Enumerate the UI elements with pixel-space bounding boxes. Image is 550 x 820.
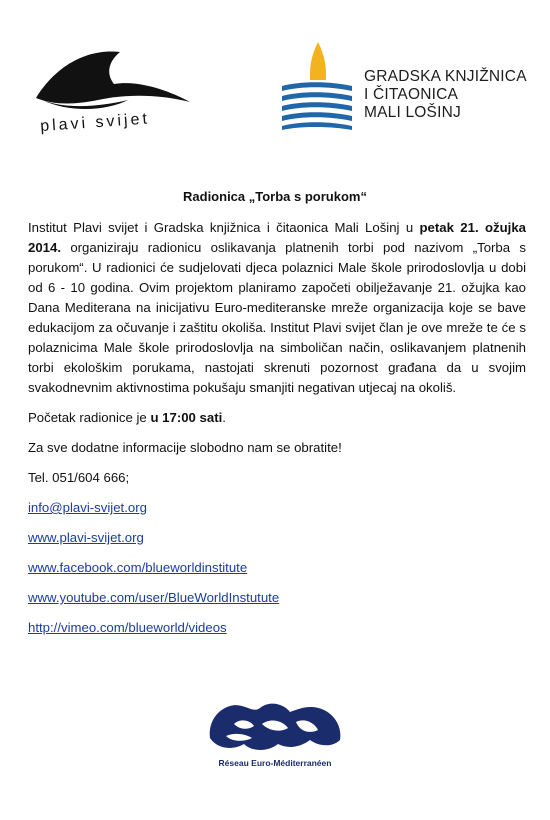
reseau-logo — [200, 694, 350, 776]
library-line-2: I ČITAONICA — [364, 86, 459, 103]
library-line-1: GRADSKA KNJIŽNICA — [364, 68, 527, 85]
phone-line: Tel. 051/604 666; — [28, 470, 130, 485]
reseau-logo-text: Réseau Euro-Méditerranéen — [218, 758, 332, 768]
start-time: u 17:00 sati — [150, 410, 223, 425]
vimeo-link[interactable]: http://vimeo.com/blueworld/videos — [28, 620, 227, 635]
library-logo — [280, 40, 530, 135]
website-link[interactable]: www.plavi-svijet.org — [28, 530, 144, 545]
event-date: petak 21. ožujka 2014. — [28, 220, 526, 255]
mediterranean-map-icon — [200, 694, 350, 756]
intro-paragraph: Institut Plavi svijet i Gradska knjižnica i čitaonica Mali Lošinj u petak 21. ožujka 2014. organiziraju radionicu oslikavanja platnenih torbi pod nazivom „Torba s porukom“. U radionici će sudjelovati djeca polaznici Male škole prirodoslovlja u dobi od 6 - 10 godina. Ovim projektom planiramo započeti obilježavanje 21. ožujka kao Dana Mediterana na inicijativu Euro-mediteranske mreže organizacija koje se bave edukacijom za očuvanje i zaštitu okoliša. Institut Plavi svijet član je ove mreže te će s polaznicima Male škole prirodoslovlja na simboličan način, oslikavanjem platnenih torbi ekološkim porukama, nastojati skrenuti pozornost građana da u svojim svakodnevnim aktivnostima pokušaju smanjiti negativan utjecaj na okoliš. — [28, 220, 526, 395]
dolphin-fin-icon — [28, 40, 198, 135]
youtube-link[interactable]: www.youtube.com/user/BlueWorldInstutute — [28, 590, 280, 605]
library-line-3: MALI LOŠINJ — [364, 104, 461, 121]
facebook-link[interactable]: www.facebook.com/blueworldinstitute — [28, 560, 248, 575]
document-title: Radionica „Torba s porukom“ — [183, 189, 367, 204]
document-body — [28, 218, 526, 638]
library-logo-text — [364, 68, 527, 122]
plavi-logo-text: plavi svijet — [39, 110, 151, 135]
contact-line: Za sve dodatne informacije slobodno nam se obratite! — [28, 440, 342, 455]
lighthouse-waves-icon — [280, 40, 360, 132]
plavi-svijet-logo — [28, 40, 198, 135]
start-time-line: Početak radionice je u 17:00 sati. — [28, 410, 226, 425]
email-link[interactable]: info@plavi-svijet.org — [28, 500, 147, 515]
